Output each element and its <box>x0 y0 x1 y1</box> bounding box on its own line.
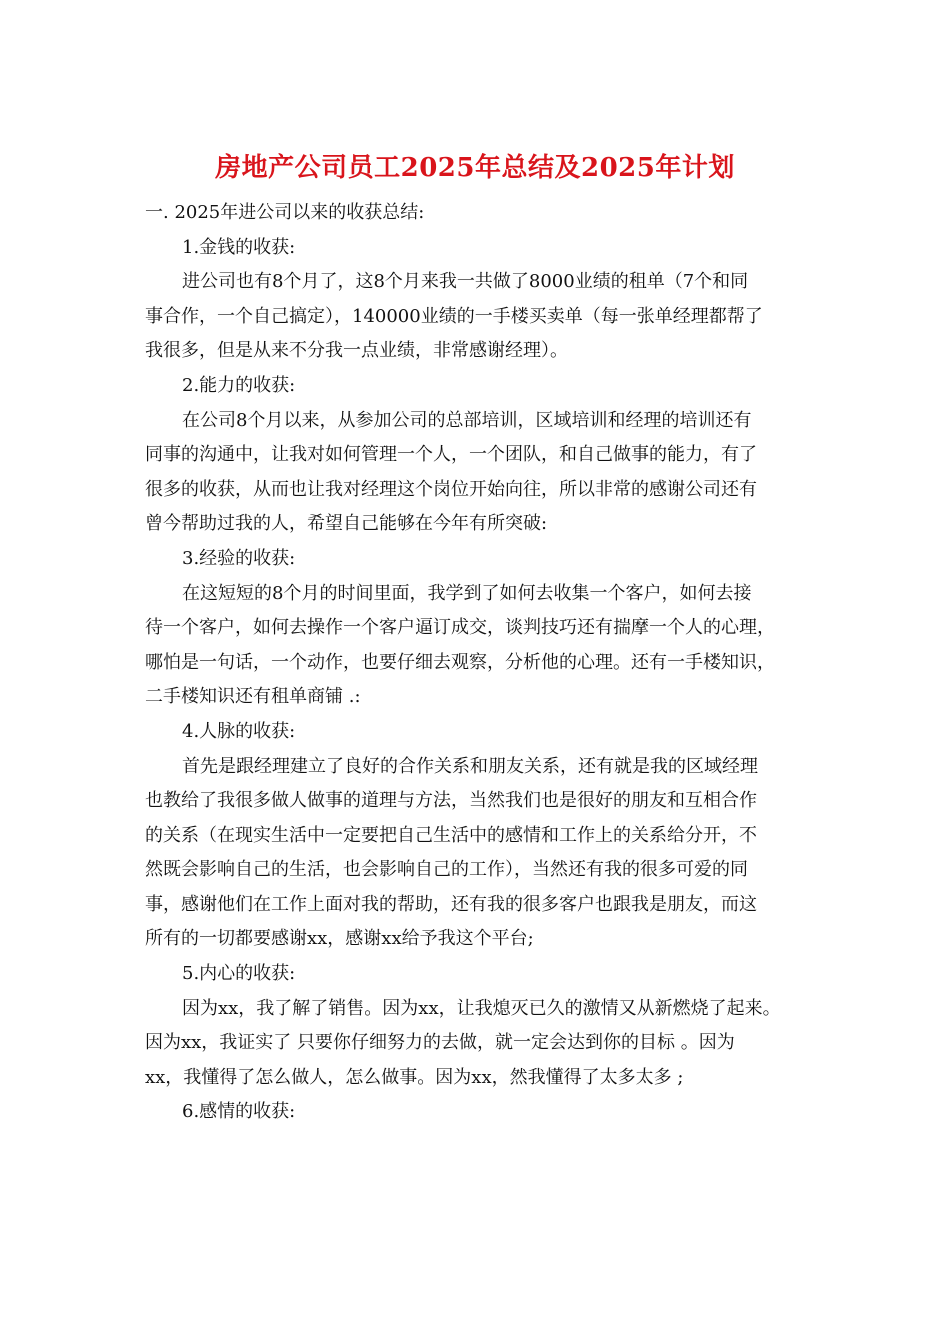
paragraph-line: 6.感情的收获: <box>182 1101 296 1123</box>
paragraph-line: 也教给了我很多做人做事的道理与方法，当然我们也是很好的朋友和互相合作 <box>145 790 757 812</box>
document-title: 房地产公司员工2025年总结及2025年计划 <box>215 153 735 183</box>
paragraph-line: 因为xx，我证实了 只要你仔细努力的去做，就一定会达到你的目标 。因为 <box>145 1032 735 1054</box>
paragraph-line: 4.人脉的收获: <box>182 720 296 742</box>
paragraph-line: 5.内心的收获: <box>182 963 296 985</box>
paragraph-line: 1.金钱的收获: <box>182 236 296 258</box>
paragraph-line: 所有的一切都要感谢xx，感谢xx给予我这个平台; <box>145 928 534 950</box>
paragraph-line: 首先是跟经理建立了良好的合作关系和朋友关系，还有就是我的区域经理 <box>182 755 758 777</box>
paragraph-line: 我很多，但是从来不分我一点业绩，非常感谢经理）。 <box>145 340 568 362</box>
paragraph-line: xx，我懂得了怎么做人，怎么做事。因为xx，然我懂得了太多太多 ; <box>145 1066 684 1088</box>
paragraph-line: 一. 2025年进公司以来的收获总结: <box>145 202 425 223</box>
paragraph-line: 3.经验的收获: <box>182 547 296 569</box>
paragraph-line: 同事的沟通中，让我对如何管理一个人，一个团队，和自己做事的能力，有了 <box>145 444 757 466</box>
paragraph-line: 待一个客户，如何去操作一个客户逼订成交，谈判技巧还有揣摩一个人的心理， <box>145 617 775 639</box>
paragraph-line: 进公司也有8个月了，这8个月来我一共做了8000业绩的租单（7个和同 <box>182 271 749 293</box>
paragraph-line: 二手楼知识还有租单商铺 .: <box>145 686 361 708</box>
paragraph-line: 在这短短的8个月的时间里面，我学到了如何去收集一个客户，如何去接 <box>182 582 752 604</box>
paragraph-line: 的关系（在现实生活中一定要把自己生活中的感情和工作上的关系给分开，不 <box>145 824 757 846</box>
paragraph-line: 因为xx，我了解了销售。因为xx，让我熄灭已久的激情又从新燃烧了起来。 <box>182 997 781 1019</box>
paragraph-line: 2.能力的收获: <box>182 374 296 396</box>
paragraph-line: 哪怕是一句话，一个动作，也要仔细去观察，分析他的心理。还有一手楼知识， <box>145 651 775 673</box>
paragraph-line: 在公司8个月以来，从参加公司的总部培训，区域培训和经理的培训还有 <box>182 409 752 431</box>
paragraph-line: 很多的收获，从而也让我对经理这个岗位开始向往，所以非常的感谢公司还有 <box>145 478 757 500</box>
document-body <box>145 196 815 1130</box>
paragraph-line: 事合作，一个自己搞定），140000业绩的一手楼买卖单（每一张单经理都帮了 <box>145 305 763 327</box>
paragraph-line: 曾今帮助过我的人，希望自己能够在今年有所突破: <box>145 513 548 535</box>
paragraph-line: 然既会影响自己的生活，也会影响自己的工作），当然还有我的很多可爱的同 <box>145 859 748 881</box>
paragraph-line: 事，感谢他们在工作上面对我的帮助，还有我的很多客户也跟我是朋友，而这 <box>145 893 757 915</box>
